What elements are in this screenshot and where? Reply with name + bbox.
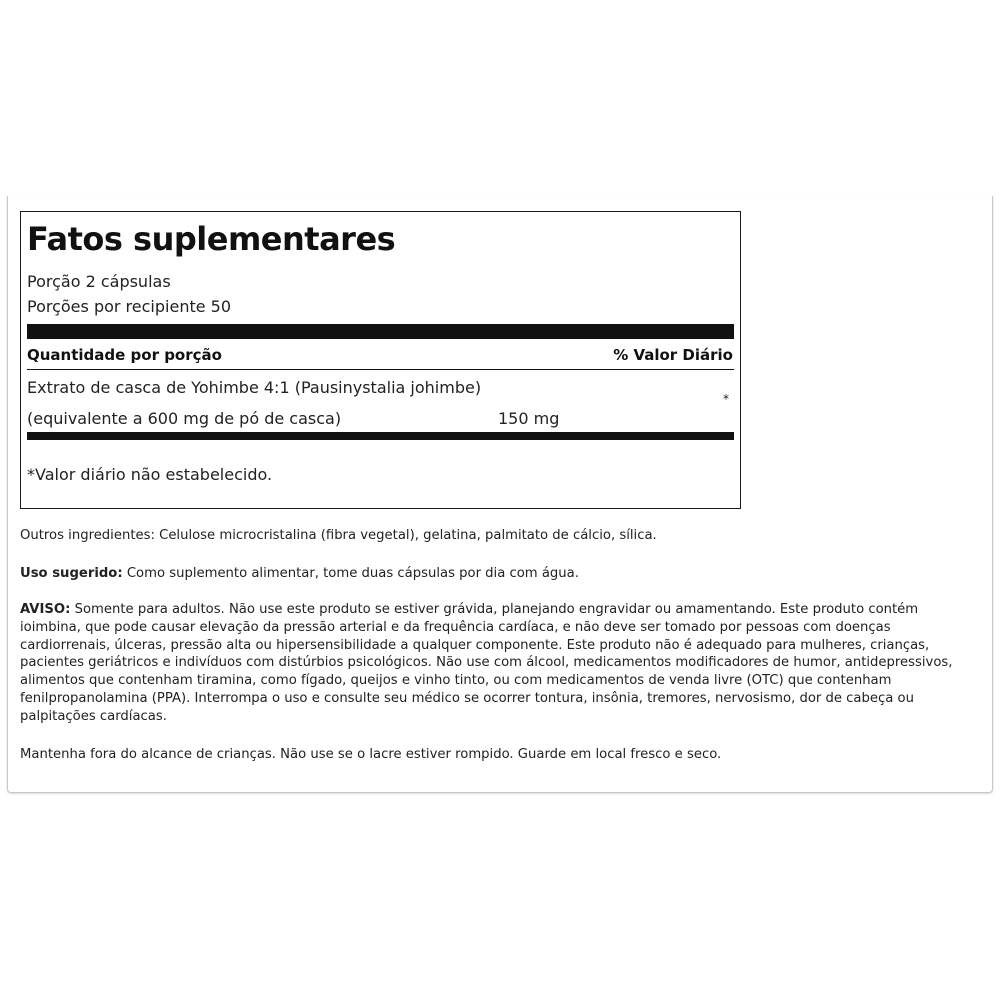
warning-text: Somente para adultos. Não use este produto se estiver grávida, planejando engravidar ou amamentando. Este produto contém ioimbina, que pode causar elevação da pressão arterial e da frequência cardíaca, e não deve ser tomado por pessoas com doenças cardiorrenais, úlceras, pressão alta ou hipersensibilidade a qualquer componente. Este produto não é adequado para mulheres, crianças, pacientes geriátricos e indivíduos com distúrbios psicológicos. Não use com álcool, medicamentos modificadores de humor, antidepressivos, alimentos que contenham tiramina, como fígado, queijos e vinho tinto, ou com medicamentos de venda livre (OTC) que contenham fenilpropanolamina (PPA). Interrompa o uso e consulte seu médico se ocorrer tontura, insônia, tremores, nervosismo, dor de cabeça ou palpitações cardíacas. [20,602,953,724]
header-amount-per-serving: Quantidade por porção [27,346,222,364]
warning-label: AVISO: [20,602,71,617]
daily-value-footnote: *Valor diário não estabelecido. [27,465,273,484]
ingredient-amount: 150 mg [498,409,560,428]
other-ingredients: Outros ingredientes: Celulose microcristalina (fibra vegetal), gelatina, palmitato de cálcio, sílica. [20,528,657,543]
ingredient-equivalent: (equivalente a 600 mg de pó de casca) [27,409,342,428]
serving-size: Porção 2 cápsulas [27,272,171,291]
storage-instructions: Mantenha fora do alcance de crianças. Não use se o lacre estiver rompido. Guarde em local fresco e seco. [20,747,722,762]
warning [20,601,980,726]
suggested-use [20,565,980,583]
header-daily-value: % Valor Diário [613,346,733,364]
servings-per-container: Porções por recipiente 50 [27,297,232,316]
facts-title: Fatos suplementares [27,220,396,258]
ingredient-name: Extrato de casca de Yohimbe 4:1 (Pausinystalia johimbe) [27,378,482,397]
divider-thick [27,324,734,339]
ingredient-daily-value: * [723,392,729,406]
supplement-facts-panel [20,211,741,509]
divider-bottom [27,432,734,440]
suggested-use-text: Como suplemento alimentar, tome duas cápsulas por dia com água. [122,566,579,581]
divider-thin [27,369,734,370]
suggested-use-label: Uso sugerido: [20,566,123,581]
